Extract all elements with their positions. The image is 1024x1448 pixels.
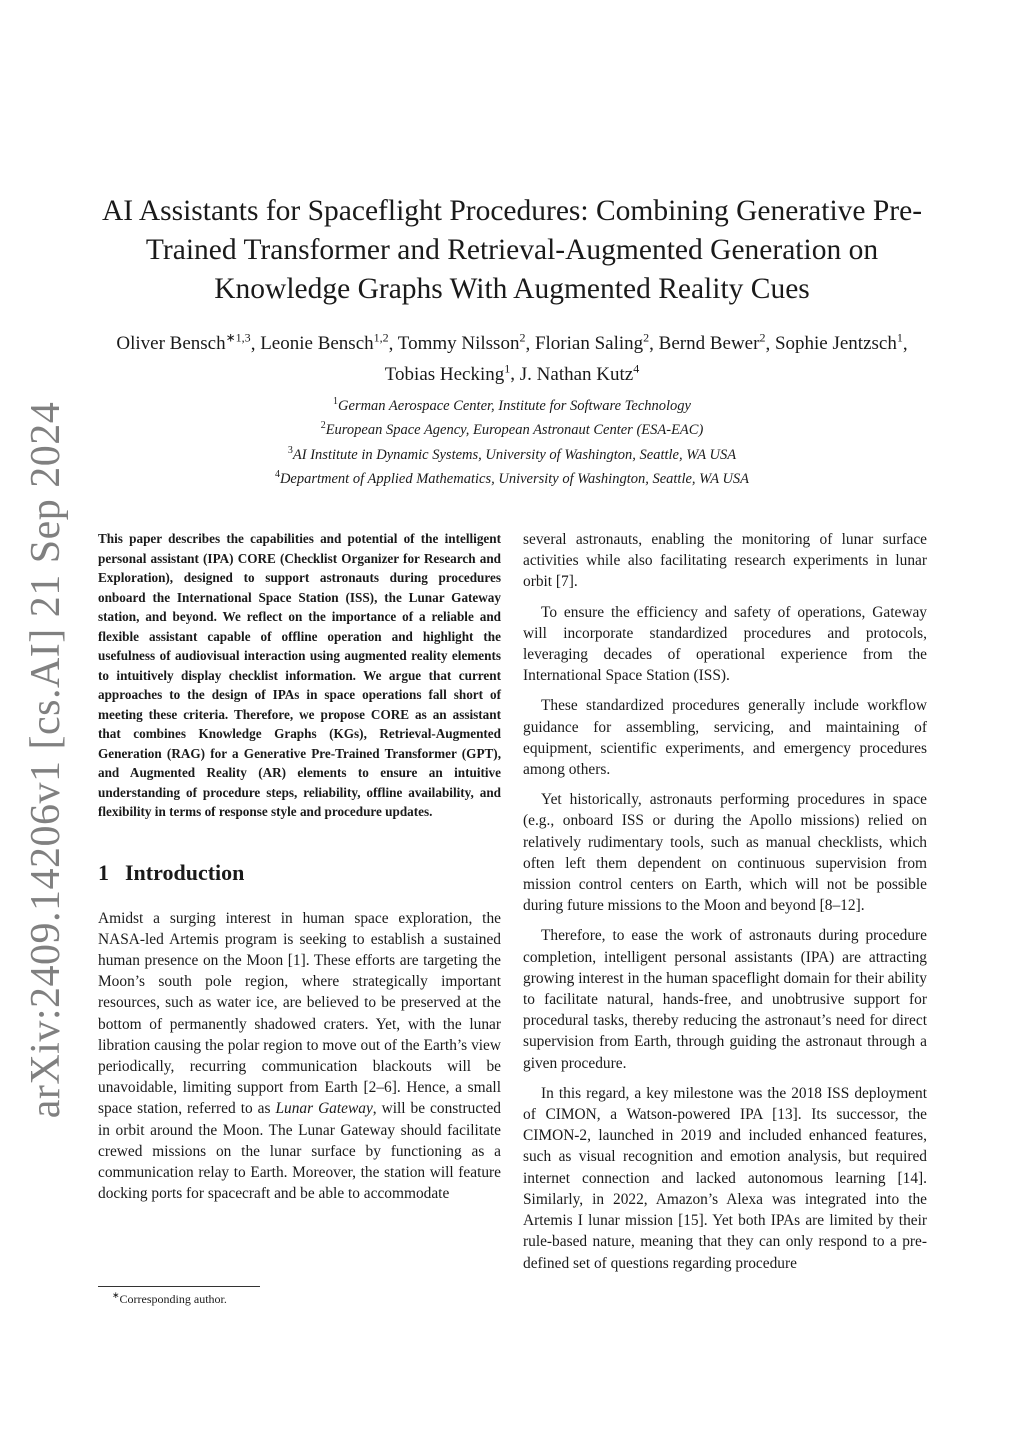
- author-list: Oliver Bensch$^{∗1,3}$, Leonie Bensch$^{1,2}$, Tommy Nilsson$^2$, Florian Saling$^2$, Bernd Bewer$^2$, Sophie Jentzsch$^1$, Tobias Hecking$^1$, J. Nathan Kutz$^4$: [116, 331, 908, 385]
- arxiv-identifier: arXiv:2409.14206v1 [cs.AI] 21 Sep 2024: [23, 401, 69, 1119]
- section-heading: [98, 860, 501, 886]
- footnote-divider: [98, 1286, 260, 1287]
- author: Tobias Hecking$^1$: [384, 361, 511, 385]
- paragraph: These standardized procedures generally include workflow guidance for assembling, servicing, and maintaining of equipment, scientific experiments, and emergency procedures among others.: [523, 697, 927, 779]
- paper-title: AI Assistants for Spaceflight Procedures: Combining Generative Pre-Trained Transformer and Retrieval-Augmented Generation on Knowledge Graphs With Augmented Reality Cues: [101, 195, 923, 305]
- author: Oliver Bensch$^{∗1,3}$: [116, 331, 251, 355]
- author: Sophie Jentzsch$^1$: [774, 331, 903, 355]
- paragraph: Therefore, to ease the work of astronauts during procedure completion, intelligent personal assistants (IPA) are attracting growing interest in the human spaceflight domain for their ability to facilitate natural, hands-free, and unobtrusive support for procedural tasks, thereby reducing the astronaut’s need for direct supervision from Earth, through guiding the astronaut through a given procedure.: [523, 927, 927, 1072]
- section-title: Introduction: [125, 859, 245, 885]
- paragraph: Amidst a surging interest in human space exploration, the NASA-led Artemis program is seeking to establish a sustained human presence on the Moon [1]. These efforts are targeting the Moon’s south pole region, where strategically important resources, such as water ice, are believed to be preserved at the bottom of permanently shadowed craters. Yet, with the lunar libration causing the polar region to move out of the Earth’s view periodically, recurring communication blackouts will be unavoidable, limiting support from Earth [2–6]. Hence, a small space station, referred to as Lunar Gateway, will be constructed in orbit around the Moon. The Lunar Gateway should facilitate crewed missions on the lunar surface by functioning as a communication relay to Earth. Moreover, the station will feature docking ports for spacecraft and be able to accommodate: [98, 909, 501, 1203]
- author: Florian Saling$^2$: [534, 331, 650, 355]
- paragraph: In this regard, a key milestone was the 2018 ISS deployment of CIMON, a Watson-powered IPA [13]. Its successor, the CIMON-2, launched in 2019 and included enhanced features, such as visual recognition and emotion analysis, but required internet connection and lacked autonomous learning [14]. Similarly, in 2022, Amazon’s Alexa was integrated into the Artemis I lunar mission [15]. Yet both IPAs are limited by their rule-based nature, meaning that they can only respond to a pre-defined set of questions regarding procedure: [523, 1084, 927, 1272]
- paragraph: several astronauts, enabling the monitoring of lunar surface activities while also facilitating research experiments in lunar orbit [7].: [523, 531, 927, 591]
- paragraph: To ensure the efficiency and safety of operations, Gateway will incorporate standardized procedures and protocols, leveraging decades of operational experience from the International Space Station (ISS).: [523, 603, 927, 685]
- affiliation: $^4$Department of Applied Mathematics, University of Washington, Seattle, WA USA: [274, 468, 750, 487]
- author: Bernd Bewer$^2$: [658, 331, 766, 355]
- section-number: 1: [98, 859, 109, 885]
- affiliation-list: [140, 392, 884, 489]
- author: Tommy Nilsson$^2$: [397, 331, 526, 355]
- affiliation: $^3$AI Institute in Dynamic Systems, University of Washington, Seattle, WA USA: [287, 444, 737, 463]
- affiliation: $^2$European Space Agency, European Astronaut Center (ESA-EAC): [320, 420, 704, 439]
- footnote: ∗Corresponding author.: [112, 1290, 227, 1306]
- affiliation: $^1$German Aerospace Center, Institute for Software Technology: [333, 396, 691, 414]
- arxiv-side-stamp: [18, 401, 74, 1119]
- author: J. Nathan Kutz$^4$: [519, 361, 640, 385]
- abstract: This paper describes the capabilities and potential of the intelligent personal assistant (IPA) CORE (Checklist Organizer for Research and Exploration), designed to support astronauts during procedures onboard the International Space Station (ISS), the Lunar Gateway station, and beyond. We reflect on the importance of a reliable and flexible assistant capable of offline operation and highlight the usefulness of audiovisual interaction using augmented reality elements to intuitively display checklist information. We argue that current approaches to the design of IPAs in space operations fall short of meeting these criteria. Therefore, we propose CORE as an assistant that combines Knowledge Graphs (KGs), Retrieval-Augmented Generation (RAG) for a Generative Pre-Trained Transformer (GPT), and Augmented Reality (AR) elements to ensure an intuitive understanding of procedure steps, reliability, offline availability, and flexibility in terms of response style and procedure updates.: [98, 531, 501, 819]
- author: Leonie Bensch$^{1,2}$: [260, 331, 389, 355]
- paragraph: Yet historically, astronauts performing procedures in space (e.g., onboard ISS or during the Apollo missions) relied on relatively rudimentary tools, such as manual checklists, which often left them dependent on continuous supervision from mission control centers on Earth, which will not be possible during future missions to the Moon and beyond [8–12].: [523, 791, 927, 915]
- left-column: [98, 529, 501, 1210]
- right-column: [523, 529, 927, 1283]
